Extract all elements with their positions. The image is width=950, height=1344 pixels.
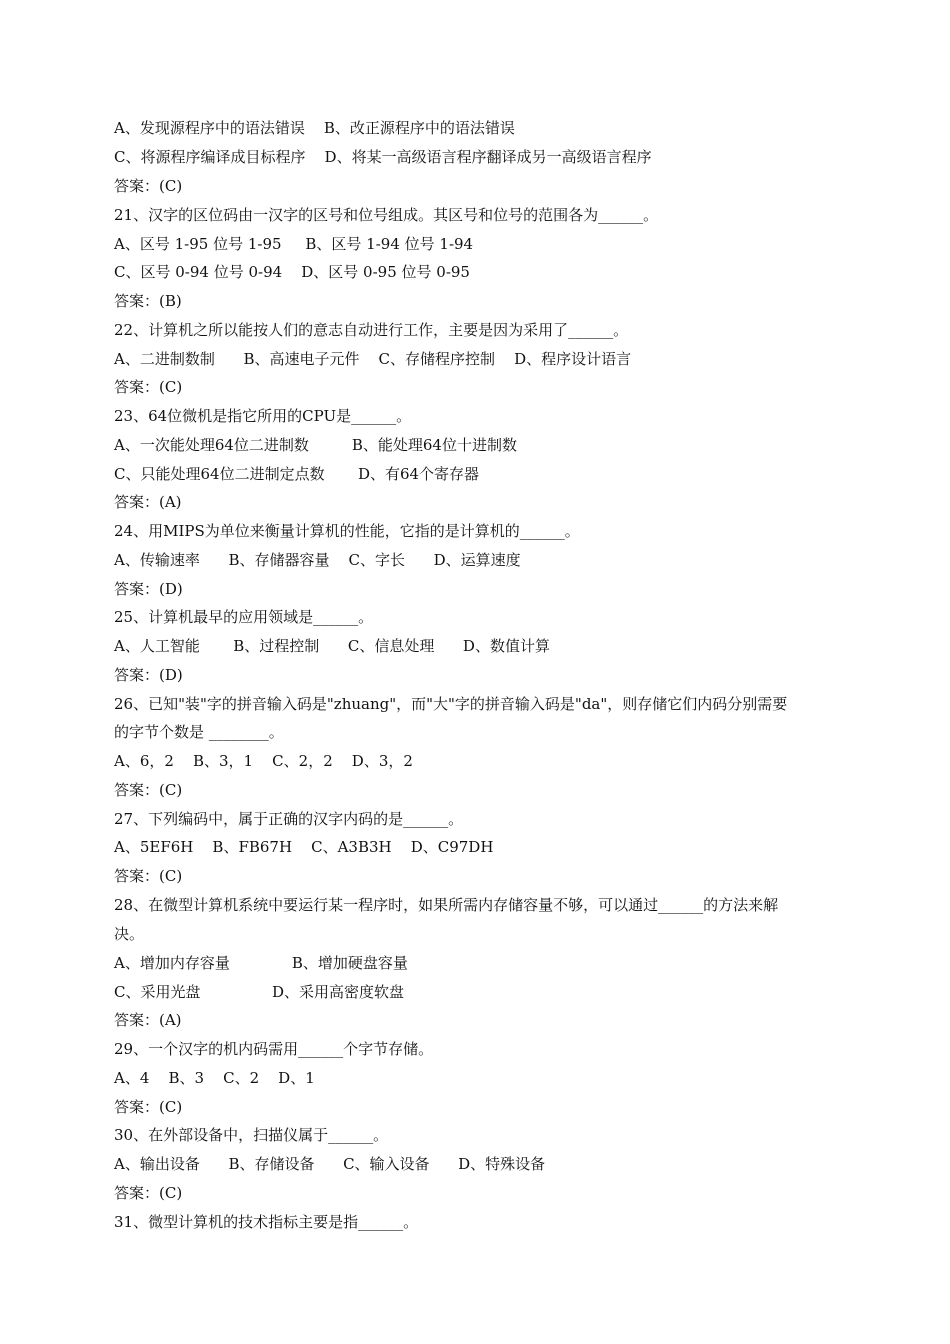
- question-line-continued: 决。: [114, 925, 145, 943]
- option-line: A、输出设备 B、存储设备 C、输入设备 D、特殊设备: [114, 1155, 546, 1173]
- question-line: 30、在外部设备中，扫描仪属于______。: [114, 1126, 389, 1144]
- answer-line: 答案：(C): [114, 1098, 183, 1116]
- option-line: A、人工智能 B、过程控制 C、信息处理 D、数值计算: [114, 637, 550, 655]
- answer-line: 答案：(A): [114, 1011, 182, 1029]
- option-line: A、区号 1-95 位号 1-95 B、区号 1-94 位号 1-94: [114, 235, 474, 253]
- question-line: 21、汉字的区位码由一汉字的区号和位号组成。其区号和位号的范围各为______。: [114, 206, 659, 224]
- question-line: 26、已知"装"字的拼音输入码是"zhuang"，而"大"字的拼音输入码是"da"，则存储它们内码分别需要: [114, 695, 788, 713]
- answer-line: 答案：(C): [114, 378, 183, 396]
- option-line: A、6，2 B、3，1 C、2，2 D、3，2: [114, 752, 413, 770]
- option-line: C、采用光盘 D、采用高密度软盘: [114, 983, 405, 1001]
- answer-line: 答案：(C): [114, 1184, 183, 1202]
- option-line: C、只能处理64位二进制定点数 D、有64个寄存器: [114, 465, 480, 483]
- option-line: A、传输速率 B、存储器容量 C、字长 D、运算速度: [114, 551, 521, 569]
- question-line: 31、微型计算机的技术指标主要是指______。: [114, 1213, 419, 1231]
- question-line: 27、下列编码中，属于正确的汉字内码的是______。: [114, 810, 464, 828]
- option-line: C、区号 0-94 位号 0-94 D、区号 0-95 位号 0-95: [114, 263, 470, 281]
- answer-line: 答案：(C): [114, 781, 183, 799]
- option-line: A、一次能处理64位二进制数 B、能处理64位十进制数: [114, 436, 517, 454]
- question-line: 22、计算机之所以能按人们的意志自动进行工作，主要是因为采用了______。: [114, 321, 629, 339]
- answer-line: 答案：(D): [114, 580, 183, 598]
- option-line: A、增加内存容量 B、增加硬盘容量: [114, 954, 408, 972]
- question-line: 24、用MIPS为单位来衡量计算机的性能，它指的是计算机的______。: [114, 522, 580, 540]
- question-line: 28、在微型计算机系统中要运行某一程序时，如果所需内存储容量不够，可以通过______的方法来解: [114, 896, 779, 914]
- question-line: 23、64位微机是指它所用的CPU是______。: [114, 407, 412, 425]
- option-line: A、4 B、3 C、2 D、1: [114, 1069, 315, 1087]
- option-line: A、二进制数制 B、高速电子元件 C、存储程序控制 D、程序设计语言: [114, 350, 632, 368]
- option-line: C、将源程序编译成目标程序 D、将某一高级语言程序翻译成另一高级语言程序: [114, 148, 652, 166]
- answer-line: 答案：(A): [114, 493, 182, 511]
- option-line: A、发现源程序中的语法错误 B、改正源程序中的语法错误: [114, 119, 515, 137]
- answer-line: 答案：(B): [114, 292, 182, 310]
- question-line: 29、一个汉字的机内码需用______个字节存储。: [114, 1040, 434, 1058]
- answer-line: 答案：(C): [114, 867, 183, 885]
- answer-line: 答案：(D): [114, 666, 183, 684]
- option-line: A、5EF6H B、FB67H C、A3B3H D、C97DH: [114, 838, 494, 856]
- question-line-continued: 的字节个数是 ________。: [114, 723, 284, 741]
- question-line: 25、计算机最早的应用领域是______。: [114, 608, 374, 626]
- answer-line: 答案：(C): [114, 177, 183, 195]
